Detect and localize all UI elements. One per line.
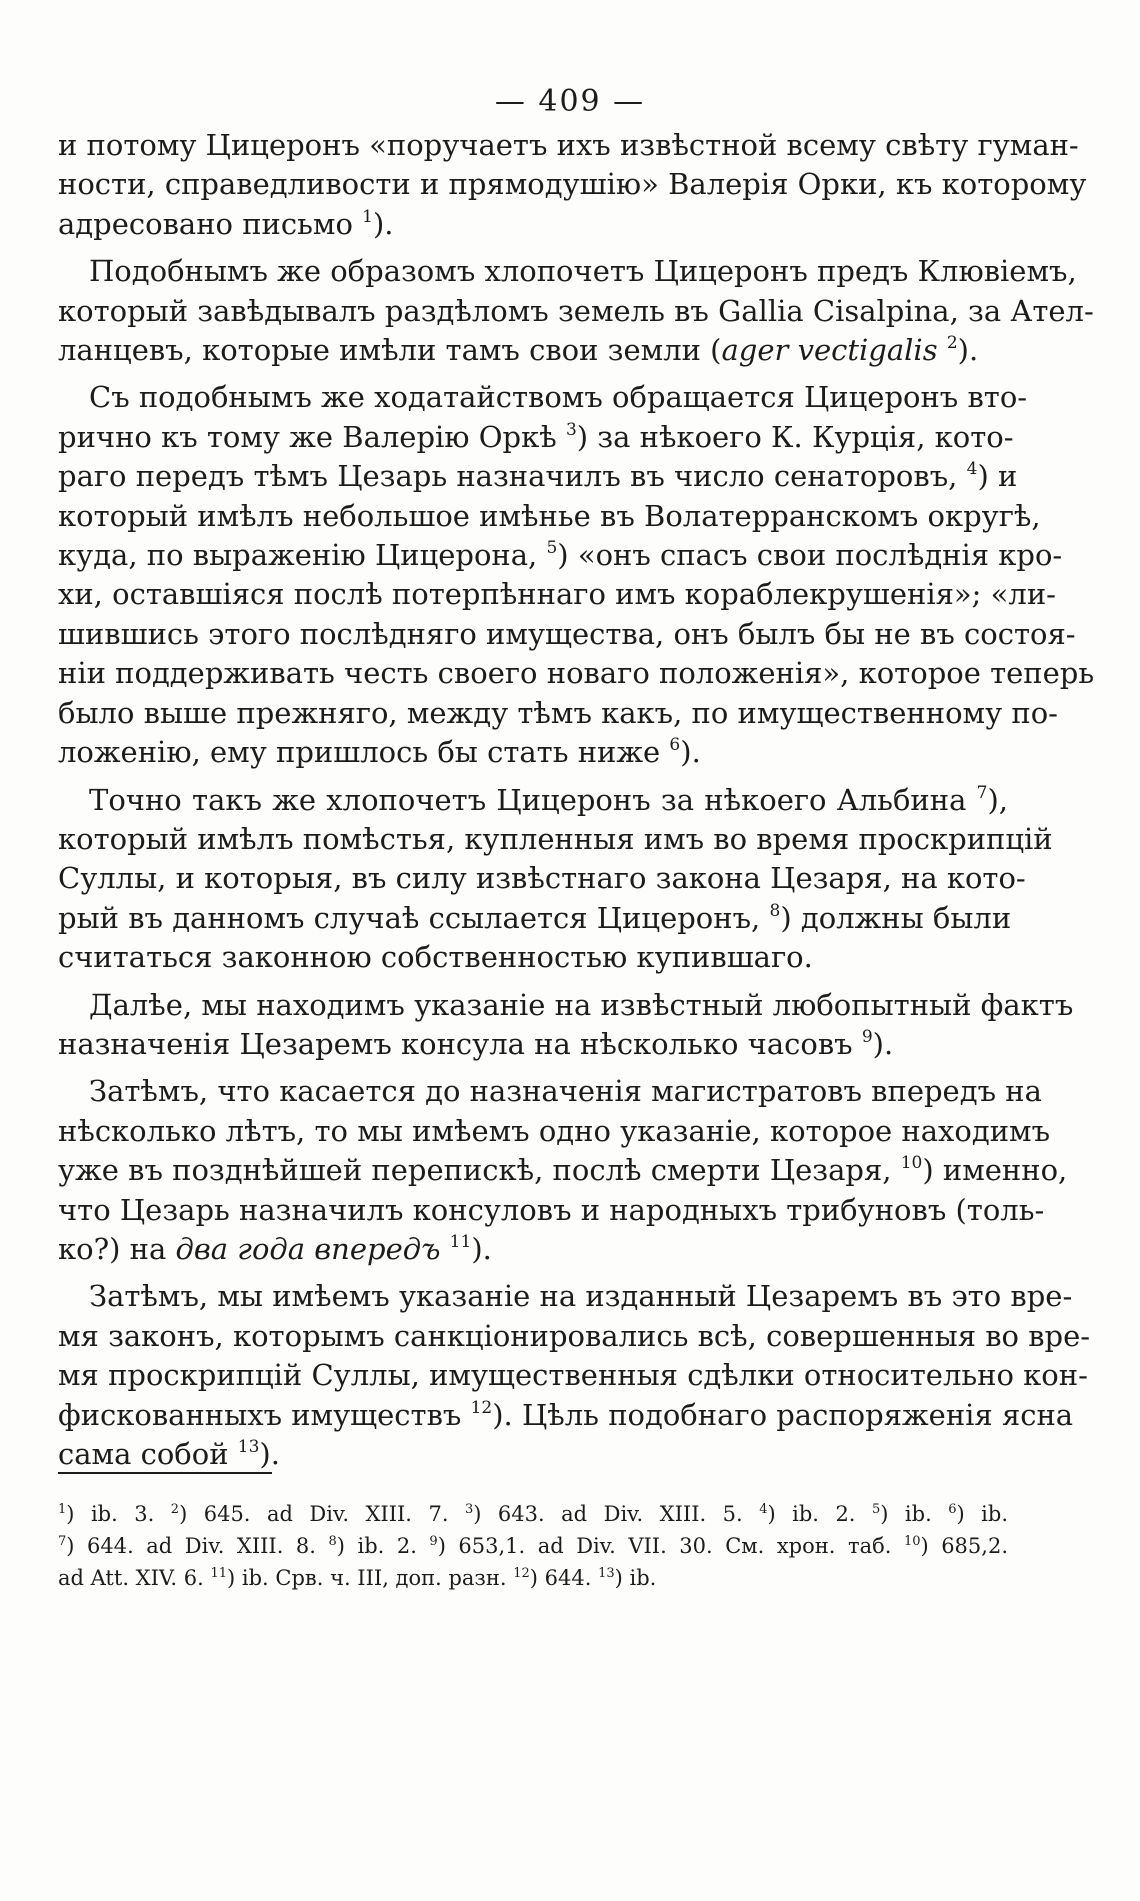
text-line: ко?) на два года впередъ $^{11}$). — [58, 1231, 492, 1266]
text-line: Затѣмъ, мы имѣемъ указаніе на изданный Цезаремъ въ это вре- — [89, 1279, 1073, 1314]
paragraph-6 — [58, 1072, 1068, 1269]
italic-phrase: два года впередъ — [175, 1231, 441, 1266]
footnote-ref: 11 — [449, 1231, 472, 1252]
footnote-ref: 10 — [900, 1153, 923, 1174]
paragraph-2 — [58, 252, 1094, 370]
footnote-line: ad Att. XIV. 6. $^{11}$) ib. Срв. ч. III, доп. разн. $^{12}$) 644. $^{13}$) ib. — [58, 1566, 657, 1590]
footnote-ref: 9 — [861, 1026, 873, 1047]
text-line: который имѣлъ небольшое имѣнье въ Волатерранскомъ округѣ, — [58, 498, 1041, 533]
text-line: раго передъ тѣмъ Цезарь назначилъ въ число сенаторовъ, $^4$) и — [58, 459, 1018, 494]
footnote-line: $^7$) 644. ad Div. XIII. 8. $^8$) ib. 2. $^9$) 653,1. ad Div. VII. 30. См. хрон. таб. $^{10}$) 685,2. — [58, 1534, 1008, 1558]
paragraph-3 — [58, 378, 1095, 772]
text-line: уже въ позднѣйшей перепискѣ, послѣ смерти Цезаря, $^{10}$) именно, — [58, 1153, 1068, 1188]
text-line: адресовано письмо $^1$). — [58, 206, 394, 241]
text-line: назначенія Цезаремъ консула на нѣсколько часовъ $^9$). — [58, 1026, 894, 1061]
paragraph-7 — [58, 1277, 1091, 1474]
text-line: сама собой $^{13}$). — [58, 1437, 280, 1471]
footnotes — [58, 1498, 1008, 1594]
text-line: ложенію, ему пришлось бы стать ниже $^6$). — [58, 735, 701, 770]
text-line: ланцевъ, которые имѣли тамъ свои земли (ager vectigalis $^2$). — [58, 333, 979, 368]
page-number: — 409 — — [494, 84, 646, 119]
text-line: который имѣлъ помѣстья, купленныя имъ во время проскрипцій — [58, 821, 1053, 856]
footnote-ref: 4 — [966, 459, 978, 480]
text-line: рично къ тому же Валерію Оркѣ $^3$) за нѣкоего К. Курція, кото- — [58, 419, 1014, 454]
paragraph-1 — [58, 126, 1087, 244]
footnote-ref: 5 — [546, 538, 558, 559]
footnote-ref: 2 — [946, 333, 958, 354]
footnote-ref: 12 — [470, 1397, 493, 1418]
footnote-ref: 3 — [565, 419, 577, 440]
text-line: хи, оставшіяся послѣ потерпѣннаго имъ кораблекрушенія»; «ли- — [58, 577, 1056, 612]
footnote-ref: 8 — [769, 900, 781, 921]
paragraph-4 — [58, 781, 1053, 978]
text-line: рый въ данномъ случаѣ ссылается Цицеронъ, $^8$) должны были — [58, 900, 1012, 935]
text-line: Съ подобнымъ же ходатайствомъ обращается Цицеронъ вто- — [89, 380, 1028, 415]
text-line: Подобнымъ же образомъ хлопочетъ Цицеронъ предъ Клювіемъ, — [89, 254, 1077, 289]
text-line: мя законъ, которымъ санкціонировались всѣ, совершенныя во вре- — [58, 1318, 1091, 1353]
footnote-ref: 13 — [237, 1437, 260, 1457]
footnote-ref: 6 — [669, 735, 681, 756]
text-line: считаться законною собственностью купившаго. — [58, 940, 813, 975]
text-line: куда, по выраженію Цицерона, $^5$) «онъ спасъ свои послѣднія кро- — [58, 538, 1063, 573]
footnote-ref: 7 — [976, 782, 988, 803]
main-text — [58, 126, 1095, 1474]
text-line: нѣсколько лѣтъ, то мы имѣемъ одно указаніе, которое находимъ — [58, 1113, 1051, 1148]
text-line: Суллы, и которыя, въ силу извѣстнаго закона Цезаря, на кото- — [58, 861, 1026, 896]
text-line: Точно такъ же хлопочетъ Цицеронъ за нѣкоего Альбина $^7$), — [89, 782, 1008, 817]
text-line: что Цезарь назначилъ консуловъ и народныхъ трибуновъ (толь- — [58, 1192, 1045, 1227]
latin-term: ager vectigalis — [721, 333, 938, 368]
footnote-divider — [58, 1472, 272, 1474]
text-line: ніи поддерживать честь своего новаго положенія», которое теперь — [58, 656, 1095, 691]
text-line: шившись этого послѣдняго имущества, онъ былъ бы не въ состоя- — [58, 616, 1076, 651]
text-line: было выше прежняго, между тѣмъ какъ, по имущественному по- — [58, 695, 1058, 730]
footnote-ref: 1 — [362, 206, 373, 227]
text-line: Затѣмъ, что касается до назначенія магистратовъ впередъ на — [89, 1074, 1042, 1109]
footnote-line: $^1$) ib. 3. $^2$) 645. ad Div. XIII. 7. $^3$) 643. ad Div. XIII. 5. $^4$) ib. 2. $^5$) ib. $^6$) ib. — [58, 1502, 1009, 1526]
text-line: ности, справедливости и прямодушію» Валерія Орки, къ которому — [58, 167, 1087, 202]
text-line: Далѣе, мы находимъ указаніе на извѣстный любопытный фактъ — [89, 987, 1074, 1022]
text-line: мя проскрипцій Суллы, имущественныя сдѣлки относительно кон- — [58, 1358, 1088, 1393]
text-line: фискованныхъ имуществъ $^{12}$). Цѣль подобнаго распоряженія ясна — [58, 1397, 1074, 1432]
text-line: и потому Цицеронъ «поручаетъ ихъ извѣстной всему свѣту гуман- — [58, 128, 1079, 162]
text-line: который завѣдывалъ раздѣломъ земель въ Gallia Cisalpina, за Ател- — [58, 293, 1094, 328]
paragraph-5 — [58, 986, 1074, 1065]
